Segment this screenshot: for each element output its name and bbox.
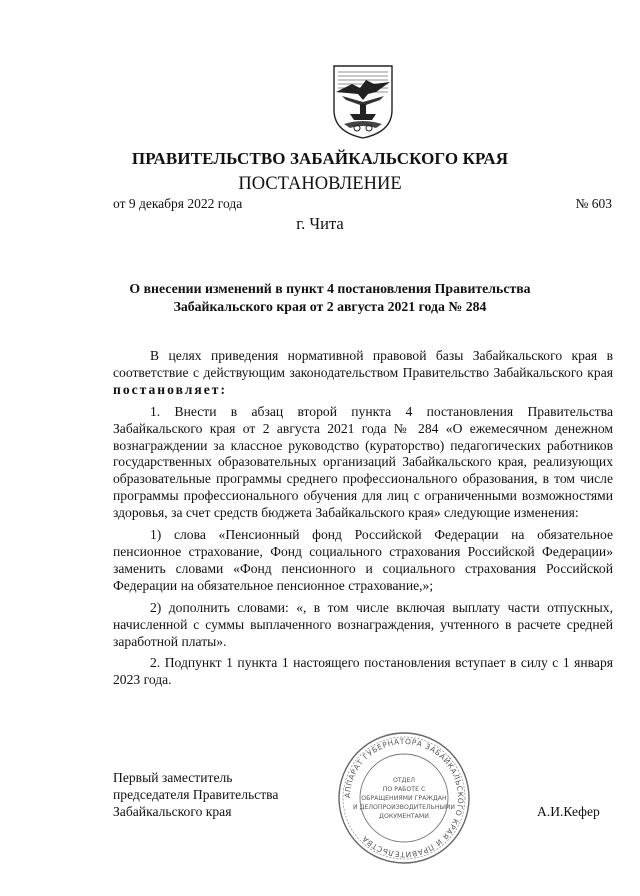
document-subject: О внесении изменений в пункт 4 постановления Правительства Забайкальского края от 2 августа 2021 года № 284 <box>129 281 531 314</box>
signer-position-line: Первый заместитель <box>113 770 233 785</box>
seal-stamp <box>336 730 472 866</box>
document-body <box>113 348 613 694</box>
preamble-text: В целях приведения нормативной правовой базы Забайкальского края в соответствие с действующим законодательством Правительство Забайкальского края <box>113 348 613 380</box>
item-1-1-paragraph: 1) слова «Пенсионный фонд Российской Федерации на обязательное пенсионное страхование, Фонд социального страхования Российской Федерации» заменить словами «Фонд пенсионного и социального страхования Российской Федерации на обязательное пенсионное страхование,»; <box>113 527 613 593</box>
document-type: ПОСТАНОВЛЕНИЕ <box>238 174 402 194</box>
signer-position-line: Забайкальского края <box>113 803 232 819</box>
item-2-paragraph: 2. Подпункт 1 пункта 1 настоящего постановления вступает в силу с 1 января 2023 года. <box>113 655 613 688</box>
document-date: от 9 декабря 2022 года <box>113 196 243 211</box>
svg-text:ДОКУМЕНТАМИ: ДОКУМЕНТАМИ <box>379 813 429 820</box>
coat-of-arms-emblem <box>330 62 396 140</box>
svg-text:ОБРАЩЕНИЯМИ ГРАЖДАН: ОБРАЩЕНИЯМИ ГРАЖДАН <box>361 795 447 802</box>
item-1-paragraph: 1. Внести в абзац второй пункта 4 постановления Правительства Забайкальского края от 2 августа 2021 года № 284 «О ежемесячном денежном вознаграждении за классное руководство (кураторство) педагогических работников государственных образовательных организаций Забайкальского края, реализующих образовательные программы среднего профессионального образования, в том числе программы профессионального обучения для лиц с ограниченными возможностями здоровья, за счет средств бюджета Забайкальского края» следующие изменения: <box>113 403 613 521</box>
document-number: № 603 <box>575 196 612 211</box>
item-1-2-paragraph: 2) дополнить словами: «, в том числе включая выплату части отпускных, начисленной с суммы выплаченного вознаграждения, учтенного в расчете средней заработной платы». <box>113 599 613 649</box>
svg-text:ПО РАБОТЕ С: ПО РАБОТЕ С <box>382 786 426 793</box>
signer-position-line: председателя Правительства <box>113 786 279 802</box>
preamble-action: постановляет: <box>113 381 227 397</box>
signer-position <box>113 770 278 821</box>
svg-text:И ДЕЛОПРОИЗВОДИТЕЛЬНЫМИ: И ДЕЛОПРОИЗВОДИТЕЛЬНЫМИ <box>353 804 455 811</box>
svg-text:ОТДЕЛ: ОТДЕЛ <box>392 777 416 784</box>
svg-text:АППАРАТ ГУБЕРНАТОРА ЗАБАЙКАЛЬС: АППАРАТ ГУБЕРНАТОРА ЗАБАЙКАЛЬСКОГО КРАЯ И ПРАВИТЕЛЬСТВА <box>342 736 466 860</box>
document-city: г. Чита <box>296 214 344 233</box>
preamble-paragraph <box>113 348 613 399</box>
organization-name: ПРАВИТЕЛЬСТВО ЗАБАЙКАЛЬСКОГО КРАЯ <box>131 149 509 168</box>
signer-name: А.И.Кефер <box>537 804 600 819</box>
